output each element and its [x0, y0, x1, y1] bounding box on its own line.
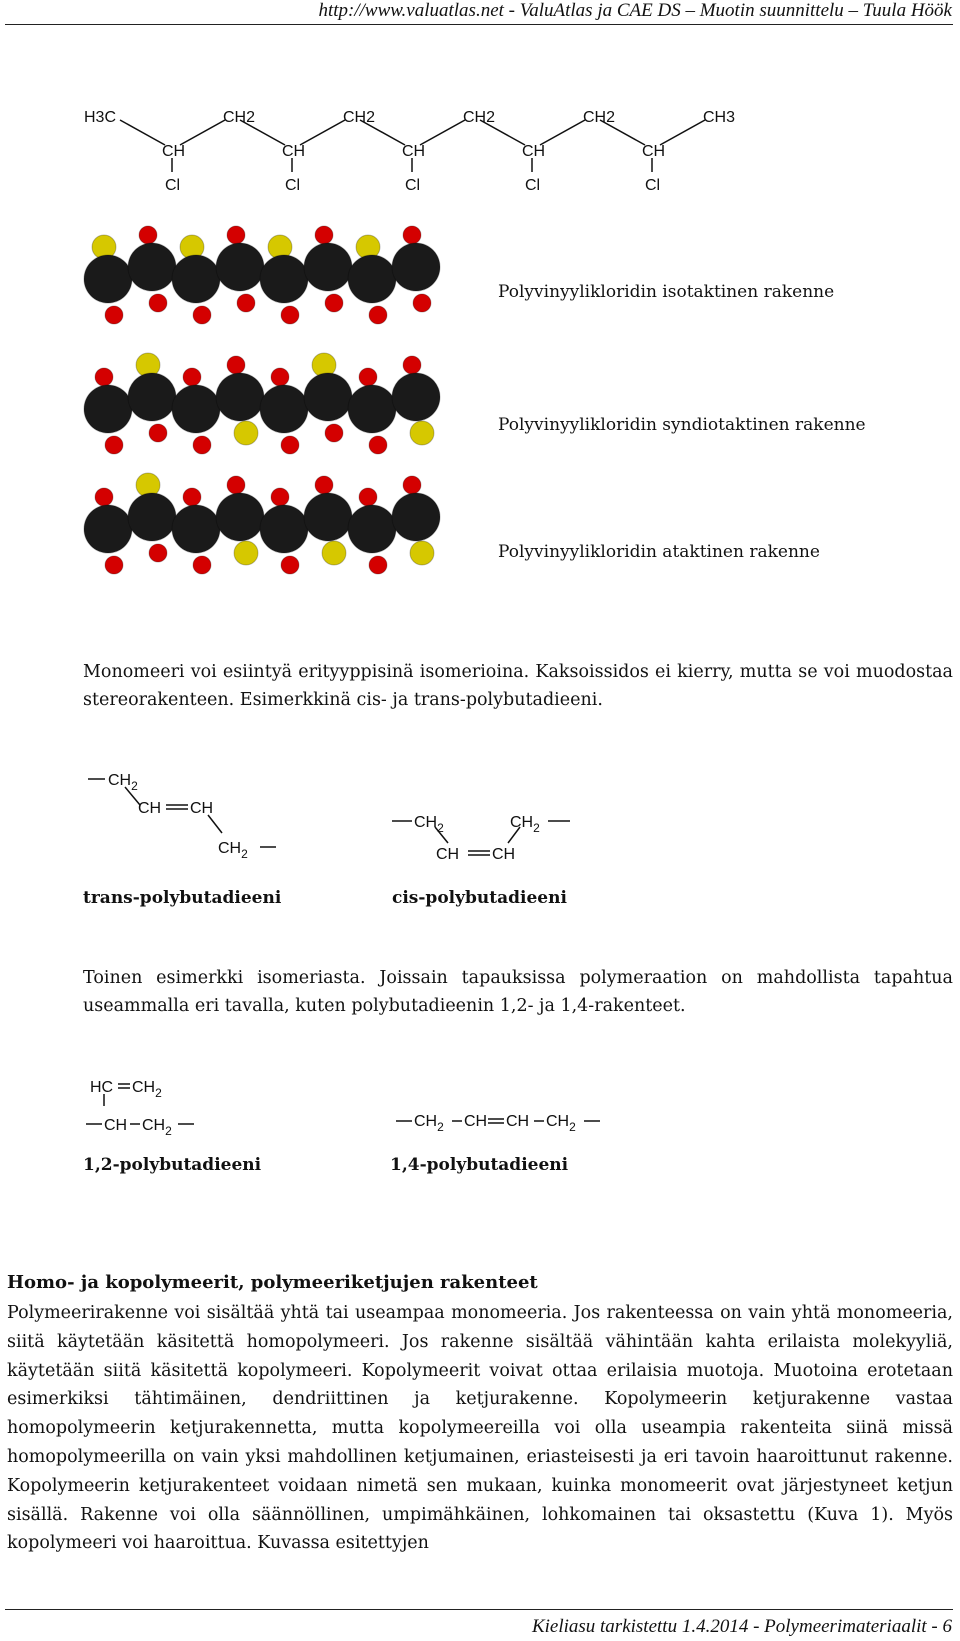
- cis-label: cis-polybutadieeni: [392, 888, 567, 908]
- carbon-atom: [84, 255, 132, 303]
- isomer-paragraph: Monomeeri voi esiintyä erityyppisinä isomerioina. Kaksoissidos ei kierry, mutta se voi muodostaa stereorakenteen. Esimerkkinä cis- ja trans-polybutadieeni.: [83, 662, 953, 710]
- carbon-atom: [348, 505, 396, 553]
- trans-ch-b: CH: [190, 800, 214, 817]
- carbon-atom: [172, 385, 220, 433]
- cis-ch-b: CH: [492, 846, 516, 863]
- hydrogen-atom: [237, 294, 255, 312]
- p12-hc: HC: [90, 1079, 114, 1096]
- formula-ch-1: CH: [162, 143, 186, 160]
- hydrogen-atom: [105, 556, 123, 574]
- formula-h3c: H3C: [84, 109, 117, 126]
- formula-ch3: CH3: [703, 109, 736, 126]
- page-header: http://www.valuatlas.net - ValuAtlas ja CAE DS – Muotin suunnittelu – Tuula Höök: [318, 0, 952, 21]
- hydrogen-atom: [183, 488, 201, 506]
- hydrogen-atom: [325, 424, 343, 442]
- hydrogen-atom: [227, 356, 245, 374]
- hydrogen-atom: [139, 226, 157, 244]
- carbon-atom: [128, 243, 176, 291]
- chlorine-atom: [322, 541, 346, 565]
- carbon-atom: [172, 505, 220, 553]
- trans-ch-a: CH: [138, 800, 162, 817]
- formula-ch2-2: CH2: [343, 109, 376, 126]
- hydrogen-atom: [105, 306, 123, 324]
- hydrogen-atom: [149, 544, 167, 562]
- hydrogen-atom: [325, 294, 343, 312]
- trans-ch2-b: $CH_2$: [218, 840, 248, 861]
- formula-ch2-1: CH2: [223, 109, 256, 126]
- hydrogen-atom: [149, 424, 167, 442]
- trans-ch2-a: $CH_2$: [108, 772, 138, 793]
- carbon-atom: [304, 243, 352, 291]
- page-footer: Kieliasu tarkistettu 1.4.2014 - Polymeerimateriaalit - 6: [531, 1616, 952, 1637]
- formula-cl-3: Cl: [405, 177, 421, 194]
- carbon-atom: [216, 243, 264, 291]
- header-rule: [5, 24, 953, 25]
- hydrogen-atom: [227, 476, 245, 494]
- isotactic-model: [78, 215, 468, 345]
- formula-ch-2: CH: [282, 143, 306, 160]
- cis-ch2-b: $CH_2$: [510, 814, 540, 835]
- carbon-atom: [304, 373, 352, 421]
- hydrogen-atom: [193, 306, 211, 324]
- hydrogen-atom: [369, 556, 387, 574]
- carbon-atom: [260, 255, 308, 303]
- hydrogen-atom: [227, 226, 245, 244]
- carbon-atom: [216, 493, 264, 541]
- hydrogen-atom: [403, 356, 421, 374]
- trans-label: trans-polybutadieeni: [83, 888, 282, 908]
- formula-cl-4: Cl: [525, 177, 541, 194]
- p14-ch2-a: $CH_2$: [414, 1113, 444, 1134]
- hydrogen-atom: [281, 436, 299, 454]
- section-body: Polymeerirakenne voi sisältää yhtä tai useampaa monomeeria. Jos rakenteessa on vain yhtä monomeeria, siitä käytetään käsitettä homopolymeeri. Jos rakenne sisältää vähintään kahta erilaista molekyyliä, käytetään siitä käsitettä kopolymeeri. Kopolymeerit voivat ottaa erilaisia muotoja. Muotoina erotetaan esimerkiksi tähtimäinen, dendriittinen ja ketjurakenne. Kopolymeerin ketjurakenne vastaa homopolymeerin ketjurakennetta, mutta kopolymeereilla voi olla useampia rakenteita siinä missä homopolymeerilla on vain yksi mahdollinen ketjumainen, eriasteisesti ja eri tavoin haaroittunut rakenne. Kopolymeerin ketjurakenteet voidaan nimetä sen mukaan, kuinka monomeerit ovat järjestyneet ketjun sisällä. Rakenne voi olla säännöllinen, umpimähkäinen, lohkomainen tai oksastettu (Kuva 1). Myös kopolymeeri voi haaroittua. Kuvassa esitettyjen: [7, 1303, 953, 1554]
- p12-ch2-top: $CH_2$: [132, 1079, 162, 1100]
- chlorine-atom: [234, 541, 258, 565]
- cis-ch2-a: $CH_2$: [414, 814, 444, 835]
- carbon-atom: [128, 493, 176, 541]
- p14-ch-a: CH: [464, 1113, 488, 1130]
- carbon-atom: [348, 385, 396, 433]
- chlorine-atom: [234, 421, 258, 445]
- carbon-atom: [392, 493, 440, 541]
- chlorine-atom: [410, 541, 434, 565]
- formula-ch-5: CH: [642, 143, 666, 160]
- hydrogen-atom: [271, 488, 289, 506]
- carbon-atom: [172, 255, 220, 303]
- carbon-atom: [348, 255, 396, 303]
- hydrogen-atom: [413, 294, 431, 312]
- formula-cl-2: Cl: [285, 177, 301, 194]
- hydrogen-atom: [183, 368, 201, 386]
- syndiotactic-caption: Polyvinyylikloridin syndiotaktinen rakenne: [498, 415, 866, 435]
- formula-ch2-3: CH2: [463, 109, 496, 126]
- carbon-atom: [260, 385, 308, 433]
- hydrogen-atom: [271, 368, 289, 386]
- p12-ch: CH: [104, 1117, 128, 1134]
- carbon-atom: [304, 493, 352, 541]
- butadiene-formulas: [80, 765, 600, 875]
- hydrogen-atom: [105, 436, 123, 454]
- hydrogen-atom: [403, 476, 421, 494]
- polymerization-paragraph: Toinen esimerkki isomeriasta. Joissain tapauksissa polymeraation on mahdollista tapahtua useammalla eri tavalla, kuten polybutadieenin 1,2- ja 1,4-rakenteet.: [83, 968, 953, 1016]
- formula-cl-5: Cl: [645, 177, 661, 194]
- hydrogen-atom: [95, 368, 113, 386]
- carbon-atom: [84, 505, 132, 553]
- carbon-atom: [84, 385, 132, 433]
- hydrogen-atom: [281, 306, 299, 324]
- carbon-atom: [128, 373, 176, 421]
- hydrogen-atom: [193, 436, 211, 454]
- formula-ch2-4: CH2: [583, 109, 616, 126]
- polybutadiene-formulas: [80, 1068, 620, 1138]
- hydrogen-atom: [315, 226, 333, 244]
- section-heading: Homo- ja kopolymeerit, polymeeriketjujen rakenteet: [7, 1272, 538, 1293]
- hydrogen-atom: [315, 476, 333, 494]
- label-12-polybutadiene: 1,2-polybutadieeni: [83, 1155, 262, 1175]
- atactic-caption: Polyvinyylikloridin ataktinen rakenne: [498, 542, 820, 562]
- atactic-model: [78, 465, 468, 595]
- footer-rule: [5, 1609, 953, 1610]
- label-14-polybutadiene: 1,4-polybutadieeni: [390, 1155, 569, 1175]
- pvc-formula: [80, 100, 760, 200]
- formula-ch-4: CH: [522, 143, 546, 160]
- hydrogen-atom: [95, 488, 113, 506]
- hydrogen-atom: [193, 556, 211, 574]
- p12-ch2: $CH_2$: [142, 1117, 172, 1138]
- p14-ch-b: CH: [506, 1113, 530, 1130]
- carbon-atom: [216, 373, 264, 421]
- p14-ch2-b: $CH_2$: [546, 1113, 576, 1134]
- cis-ch-a: CH: [436, 846, 460, 863]
- hydrogen-atom: [149, 294, 167, 312]
- carbon-atom: [392, 243, 440, 291]
- hydrogen-atom: [403, 226, 421, 244]
- isotactic-caption: Polyvinyylikloridin isotaktinen rakenne: [498, 282, 835, 302]
- hydrogen-atom: [369, 306, 387, 324]
- hydrogen-atom: [359, 368, 377, 386]
- carbon-atom: [392, 373, 440, 421]
- formula-cl-1: Cl: [165, 177, 181, 194]
- hydrogen-atom: [369, 436, 387, 454]
- syndiotactic-model: [78, 345, 468, 475]
- hydrogen-atom: [359, 488, 377, 506]
- hydrogen-atom: [281, 556, 299, 574]
- chlorine-atom: [410, 421, 434, 445]
- formula-ch-3: CH: [402, 143, 426, 160]
- carbon-atom: [260, 505, 308, 553]
